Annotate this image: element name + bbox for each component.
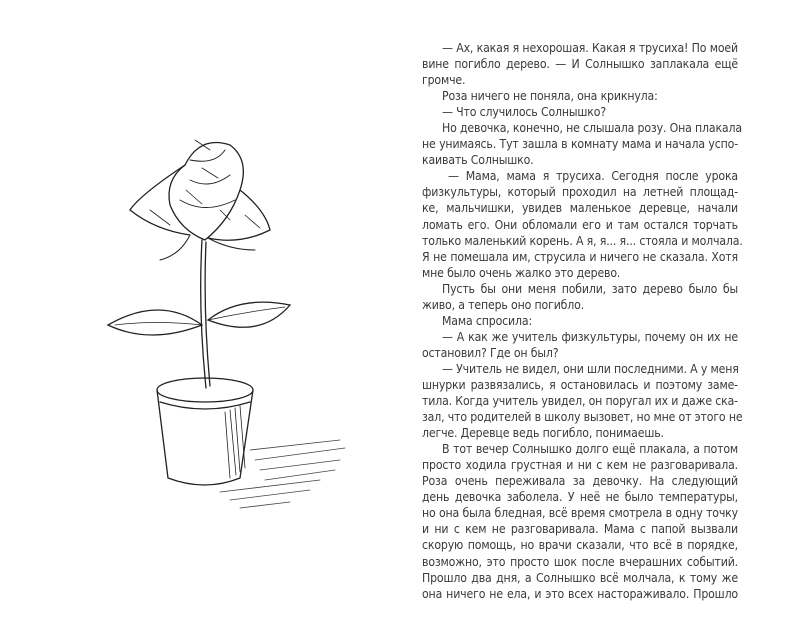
text-line: ломать его. Они обломали его и там остался торчать [422, 217, 738, 232]
text-line: Роза ничего не поняла, она крикнула: [442, 89, 658, 104]
text-line: но она была бледная, всё время смотрела в одну точку [422, 506, 738, 521]
story-text-column [422, 40, 743, 602]
text-line: физкультуры, который проходил на летней площад- [422, 185, 738, 200]
text-line: — Мама, мама я трусиха. Сегодня после урока [448, 169, 738, 184]
pot-shadow-hatching [220, 440, 345, 508]
text-line: шнурки развязались, я остановилась и поэтому заме- [422, 377, 738, 392]
text-line: Пусть бы они меня побили, зато дерево было бы [442, 281, 738, 296]
text-line: день девочка заболела. У неё не было температуры, [422, 490, 738, 505]
rose-bloom [130, 140, 270, 260]
text-line: — Учитель не видел, они шли последними. А у меня [442, 361, 739, 376]
rose-leaves [108, 302, 290, 335]
text-line: мне было очень жалко это дерево. [422, 265, 621, 280]
text-line: В тот вечер Солнышко долго ещё плакала, а потом [442, 442, 738, 457]
flower-pot [157, 378, 253, 485]
text-line: только маленький корень. А я, я... я... стояла и молчала. [422, 233, 743, 248]
text-line: зал, что родителей в школу вызовет, но мне от этого не [422, 410, 743, 425]
rose-stem [201, 240, 210, 388]
text-line: просто ходила грустная и ни с кем не разговаривала. [422, 458, 738, 473]
text-line: тила. Когда учитель увидел, он поругал их и даже ска- [422, 394, 738, 409]
text-line: Мама спросила: [442, 313, 532, 328]
text-line: Но девочка, конечно, не слышала розу. Она плакала [442, 121, 742, 136]
text-line: живо, а теперь оно погибло. [422, 297, 585, 312]
text-line: не унимаясь. Тут зашла в комнату мама и начала успо- [422, 137, 738, 152]
text-line: Роза очень переживала за девочку. На следующий [422, 474, 738, 489]
text-line: — А как же учитель физкультуры, почему он их не [442, 329, 738, 344]
text-line: скорую помощь, но врачи сказали, что всё в порядке, [422, 538, 738, 553]
text-line: громче. [422, 73, 466, 88]
text-line: легче. Деревце ведь погибло, понимаешь. [422, 426, 664, 441]
text-line: возможно, это просто шок после вчерашних событий. [422, 554, 738, 569]
text-line: — Ах, какая я нехорошая. Какая я трусиха! По моей [442, 41, 738, 55]
text-line: каивать Солнышко. [422, 153, 534, 168]
text-line: — Что случилось Солнышко? [442, 105, 606, 120]
text-line: она ничего не ела, и это всех настораживало. Прошло [422, 586, 738, 601]
rose-in-pot-illustration [90, 120, 360, 520]
text-line: Прошло два дня, а Солнышко всё молчала, к тому же [422, 570, 738, 585]
text-line: Я не помешала им, струсила и ничего не сказала. Хотя [422, 249, 738, 264]
text-line: остановил? Где он был? [422, 345, 559, 360]
text-line: и ни с кем не разговаривала. Мама с папой вызвали [422, 522, 738, 537]
text-line: ке, мальчишки, увидев маленькое деревце, начали [422, 201, 738, 216]
text-line: вине погибло дерево. — И Солнышко заплакала ещё [422, 57, 738, 72]
